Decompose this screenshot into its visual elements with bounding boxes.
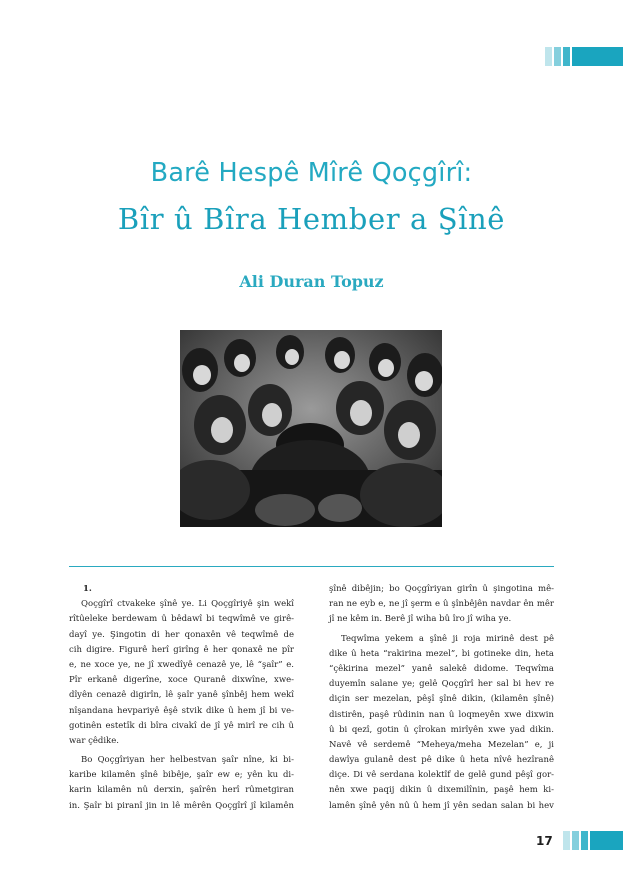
body-line: dawîya gulanê dest pê dike û heta nîvê hezîranê [329,755,554,766]
body-line: karin kilamên nû derxin, şaîrên herî rûmetgiran [69,785,294,796]
body-line: nîşandana hevpariyê êşê stvik dike û hem jî bi ve- [69,705,294,716]
section-divider [69,566,554,567]
body-line: distirên, paşê rûdinin nan û loqmeyên xwe dixwin [329,709,554,720]
body-line: cih digire. Figurê herî girîng ê her qonaxê ne pîr [69,644,294,655]
body-line: dîyên cenazê digirîn, lê şaîr yanê şînbêj hem wekî [69,690,294,701]
corner-decoration-bottom [563,831,623,850]
body-line: diçe. Di vê serdana kolektîf de gelê gund pêşî gor- [329,770,554,781]
body-line: jî ne kêm in. Berê jî wiha bû îro jî wiha ye. [329,614,512,625]
section-number: 1. [83,584,92,594]
body-line: karibe kilamên şînê bibêje, şaîr ew e; yên ku di- [69,770,294,781]
article-author: Ali Duran Topuz [239,272,384,291]
photo-image [180,330,442,527]
body-line: ran ne eyb e, ne jî şerm e û şînbêjên navdar ên mêr [329,599,554,610]
body-line: in. Şaîr bi piranî jin in lê mêrên Qoçgîrî jî kilamên [69,800,294,811]
body-line: dike û heta “rakirina mezel”, bi gotineke din, heta [329,648,554,659]
body-line: duyemîn salane ye; gelê Qoçgîrî her sal bi hev re [329,679,554,690]
body-line: war çêdike. [69,735,119,746]
article-subtitle: Barê Hespê Mîrê Qoçgîrî: [150,158,473,188]
article-title: Bîr û Bîra Hember a Şînê [117,202,506,236]
body-line: e, ne xoce ye, ne jî xwedîyê cenazê ye, lê “şaîr” e. [69,659,294,670]
body-column-right [329,582,554,814]
body-line: Pîr erkanê digerîne, xoce Quranê dixwîne, xwe- [69,675,294,686]
body-line: dayî ye. Şingotin di her qonaxên vê teqwîmê de [69,629,294,640]
body-line: Navê vê serdemê “Meheya/meha Mezelan” e, ji [329,739,554,750]
page-number: 17 [536,834,553,848]
body-line: Bo Qoçgîriyan her helbestvan şaîr nîne, ki bi- [81,755,294,766]
body-line: gotinên estetîk di bîra civakî de jî yê mirî re cih û [69,720,294,731]
body-line: şînê dibêjin; bo Qoçgîriyan girîn û şingotina mê- [329,584,554,594]
body-line: lamên şînê yên nû û hem jî yên sedan salan bi hev [329,800,554,811]
body-line: diçin ser mezelan, pêşî şînê dikin, (kilamên şînê) [329,694,554,705]
body-line: Teqwîma yekem a şînê ji roja mirinê dest pê [341,633,554,644]
body-line: “çêkirina mezel” yanê salekê didome. Teqwîma [329,663,554,674]
photo-mourning-women [180,330,442,527]
body-line: nên xwe paqij dikin û dixemilînin, paşê hem ki- [329,785,554,796]
corner-decoration-top [545,47,623,66]
body-line: Qoçgîrî ctvakeke şînê ye. Li Qoçgîriyê şin wekî [81,599,294,610]
body-line: rîtûeleke berdewam û bêdawî bi teqwîmê ve girê- [69,614,294,625]
body-column-left [69,582,294,814]
body-line: û bi qezî, gotin û çîrokan mirîyên xwe yad dikin. [329,724,554,735]
